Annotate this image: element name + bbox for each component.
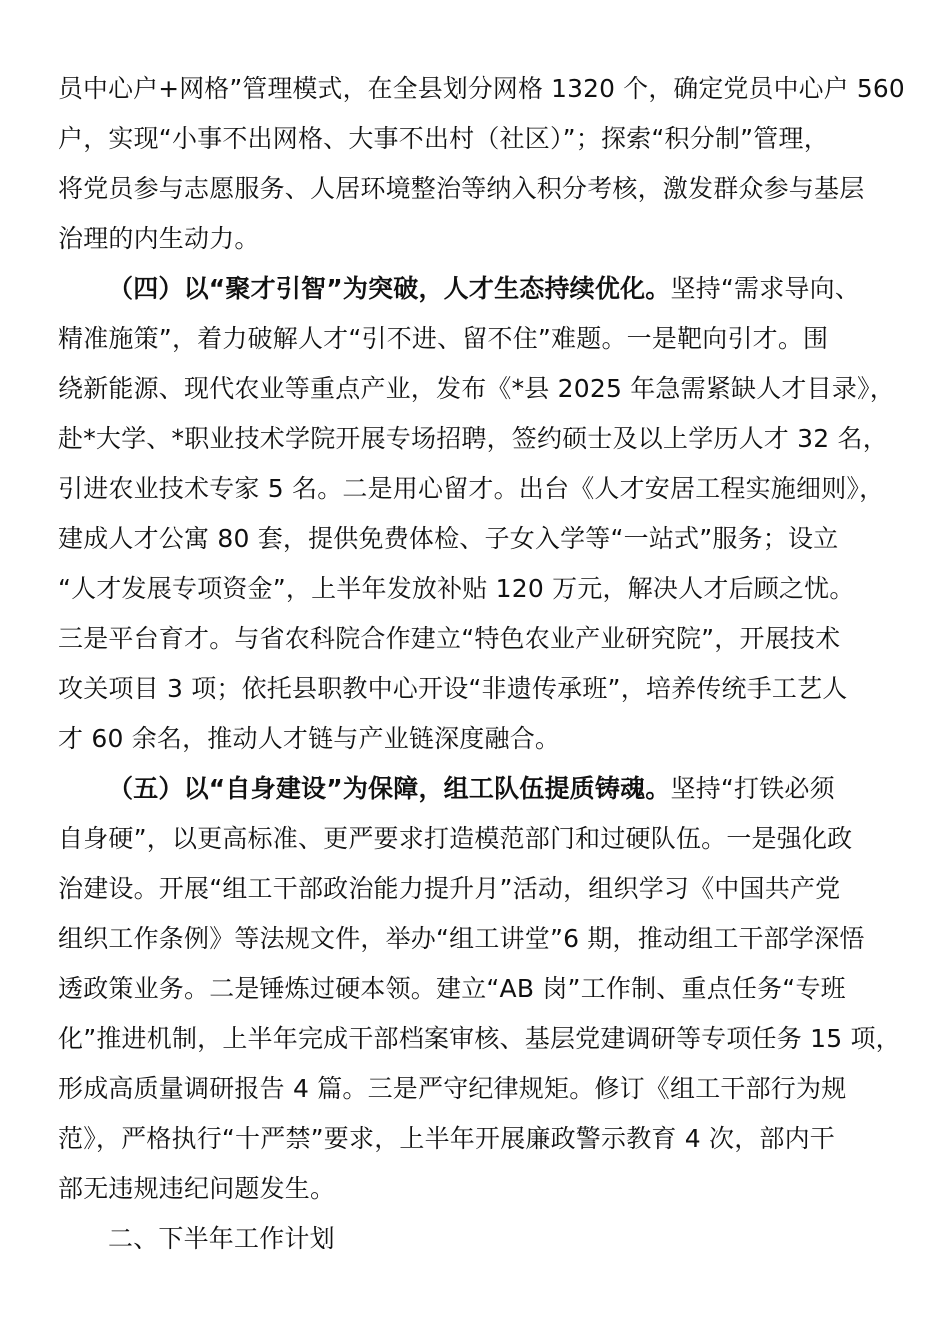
text-line: 透政策业务。二是锤炼过硬本领。建立“AB 岗”工作制、重点任务“专班 <box>58 974 846 1003</box>
text-line: 绕新能源、现代农业等重点产业，发布《*县 2025 年急需紧缺人才目录》， <box>58 374 895 403</box>
text-line: 引进农业技术专家 5 名。二是用心留才。出台《人才安居工程实施细则》， <box>58 474 885 503</box>
text-line: 才 60 余名，推动人才链与产业链深度融合。 <box>58 724 561 753</box>
text-line: 治建设。开展“组工干部政治能力提升月”活动，组织学习《中国共产党 <box>58 874 841 903</box>
text-line: 形成高质量调研报告 4 篇。三是严守纪律规矩。修订《组工干部行为规 <box>58 1074 847 1103</box>
text-line: 治理的内生动力。 <box>58 224 260 253</box>
text-line: 范》，严格执行“十严禁”要求，上半年开展廉政警示教育 4 次，部内干 <box>58 1124 836 1153</box>
section-4-first-line-tail: 坚持“需求导向、 <box>670 274 861 303</box>
section-4-heading: （四）以“聚才引智”为突破，人才生态持续优化。 <box>108 274 671 303</box>
section-5-first-line-tail: 坚持“打铁必须 <box>670 774 835 803</box>
text-line: “人才发展专项资金”，上半年发放补贴 120 万元，解决人才后顾之忧。 <box>58 574 855 603</box>
text-line: 部无违规违纪问题发生。 <box>58 1174 336 1203</box>
text-line: 化”推进机制，上半年完成干部档案审核、基层党建调研等专项任务 15 项， <box>58 1024 901 1053</box>
text-line: 攻关项目 3 项；依托县职教中心开设“非遗传承班”，培养传统手工艺人 <box>58 674 848 703</box>
text-line: 户，实现“小事不出网格、大事不出村（社区）”；探索“积分制”管理， <box>58 124 829 153</box>
text-line: 自身硬”，以更高标准、更严要求打造模范部门和过硬队伍。一是强化政 <box>58 824 853 853</box>
text-line: 赴*大学、*职业技术学院开展专场招聘，签约硕士及以上学历人才 32 名， <box>58 424 888 453</box>
text-line: 将党员参与志愿服务、人居环境整治等纳入积分考核，激发群众参与基层 <box>58 174 865 203</box>
text-line: 三是平台育才。与省农科院合作建立“特色农业产业研究院”，开展技术 <box>58 624 841 653</box>
text-line: 员中心户+网格”管理模式，在全县划分网格 1320 个，确定党员中心户 560 <box>58 74 905 103</box>
section-5-heading: （五）以“自身建设”为保障，组工队伍提质铸魂。 <box>108 774 671 803</box>
section-5-heading-line <box>108 764 835 814</box>
text-line: 精准施策”，着力破解人才“引不进、留不住”难题。一是靶向引才。围 <box>58 324 829 353</box>
text-line: 组织工作条例》等法规文件，举办“组工讲堂”6 期，推动组工干部学深悟 <box>58 924 865 953</box>
part-2-heading: 二、下半年工作计划 <box>108 1224 335 1253</box>
text-line: 建成人才公寓 80 套，提供免费体检、子女入学等“一站式”服务；设立 <box>58 524 839 553</box>
section-4-heading-line <box>108 264 860 314</box>
